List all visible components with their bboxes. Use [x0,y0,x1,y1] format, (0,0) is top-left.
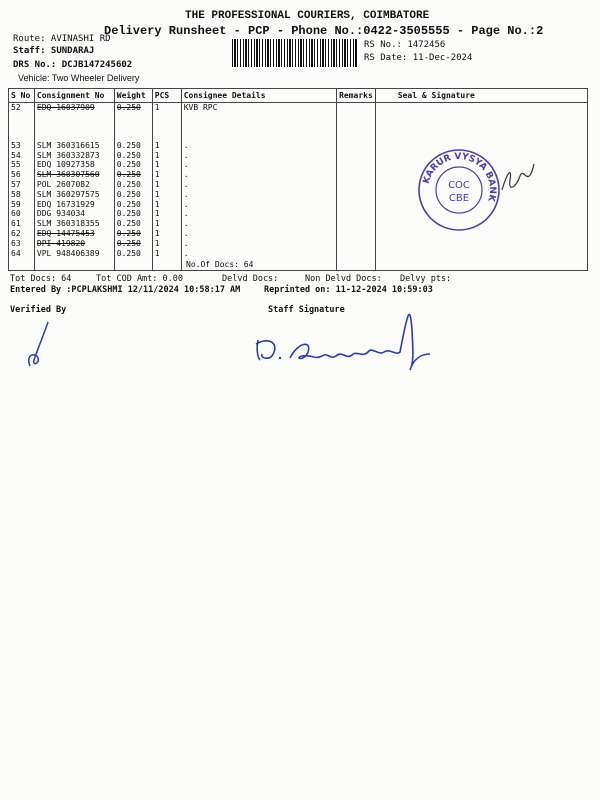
sno-cell: 58 [9,190,35,200]
consignee-cell: . [181,170,336,180]
weight-cell: 0.250 [114,160,152,170]
consignment-cell: DPI 419820 [34,239,114,249]
bank-seal-stamp [417,148,501,232]
consignee-cell: . [181,239,336,249]
pcs-cell: 1 [152,103,181,113]
consignee-cell: . [181,229,336,239]
sno-cell: 61 [9,219,35,229]
weight-cell: 0.250 [114,170,152,180]
consignment-cell: SLM 360318355 [34,219,114,229]
consignment-cell: VPL 948406389 [34,249,114,259]
table-row [9,249,588,259]
pcs-cell: 1 [152,170,181,180]
remarks-cell [337,249,376,259]
consignment-cell: EDQ 10927358 [34,160,114,170]
rs-number: RS No.: 1472456 [364,40,446,50]
weight-cell: 0.250 [114,249,152,259]
col-weight: Weight [114,89,152,103]
non-delvd-docs: Non Delvd Docs: [305,274,382,284]
remarks-cell [337,229,376,239]
weight-cell: 0.250 [114,180,152,190]
weight-cell: 0.250 [114,141,152,151]
col-consignee: Consignee Details [181,89,336,103]
weight-cell: 0.250 [114,239,152,249]
table-row [9,103,588,113]
stamp-line2: CBE [448,193,470,204]
pcs-cell: 1 [152,200,181,210]
route-label: Route: AVINASHI RD [13,34,111,44]
remarks-cell [337,180,376,190]
consignment-cell: SLM 360332873 [34,151,114,161]
consignment-cell: DDG 934034 [34,209,114,219]
sno-cell: 53 [9,141,35,151]
seal-signature-mark [498,160,538,200]
seal-cell [375,249,587,259]
staff-signature-label: Staff Signature [268,305,345,315]
pcs-cell: 1 [152,209,181,219]
pcs-cell: 1 [152,151,181,161]
company-title: THE PROFESSIONAL COURIERS, COIMBATORE [185,10,430,22]
delvd-docs: Delvd Docs: [222,274,279,284]
delvy-pts: Delvy pts: [400,274,452,284]
weight-cell: 0.250 [114,209,152,219]
consignee-cell: . [181,249,336,259]
table-header-row [9,89,588,103]
staff-signature [250,300,440,380]
sno-cell: 55 [9,160,35,170]
consignee-cell: . [181,180,336,190]
table-bottom-rule [8,270,588,271]
sno-cell: 59 [9,200,35,210]
col-sno: S No [9,89,35,103]
weight-cell: 0.250 [114,229,152,239]
weight-cell: 0.250 [114,103,152,113]
runsheet-subtitle: Delivery Runsheet - PCP - Phone No.:0422-3505555 - Page No.:2 [104,24,544,38]
seal-cell [375,239,587,249]
remarks-cell [337,200,376,210]
consignment-cell: SLM 360297575 [34,190,114,200]
consignee-cell: . [181,190,336,200]
weight-cell: 0.250 [114,151,152,161]
consignment-cell: POL 2607082 [34,180,114,190]
vehicle-label: Vehicle: Two Wheeler Delivery [18,73,140,83]
verified-by-label: Verified By [10,305,67,315]
consignment-cell: EDQ 14475453 [34,229,114,239]
pcs-cell: 1 [152,219,181,229]
reprinted-on: Reprinted on: 11-12-2024 10:59:03 [264,285,433,295]
drs-number: DRS No.: DCJB147245602 [13,60,133,70]
sno-cell: 56 [9,170,35,180]
remarks-cell [337,170,376,180]
sno-cell: 62 [9,229,35,239]
pcs-cell: 1 [152,141,181,151]
rs-date: RS Date: 11-Dec-2024 [364,53,473,63]
col-consignment: Consignment No [34,89,114,103]
weight-cell: 0.250 [114,190,152,200]
remarks-cell [337,209,376,219]
stamp-bank-text: KARUR VYSYA BANK [421,151,498,203]
sno-cell: 54 [9,151,35,161]
pcs-cell: 1 [152,239,181,249]
consignee-cell: KVB RPC [181,103,336,113]
consignee-cell: . [181,141,336,151]
remarks-cell [337,151,376,161]
sno-cell: 52 [9,103,35,113]
pcs-cell: 1 [152,190,181,200]
consignment-cell: SLM 360307560 [34,170,114,180]
staff-label: Staff: SUNDARAJ [13,46,95,56]
remarks-cell [337,219,376,229]
pcs-cell: 1 [152,249,181,259]
barcode [232,39,358,67]
sno-cell: 57 [9,180,35,190]
table-spacer-row [9,113,588,141]
table-spacer-row [9,258,588,270]
weight-cell: 0.250 [114,200,152,210]
no-of-docs: No.Of Docs: 64 [186,260,254,269]
consignee-cell: . [181,200,336,210]
sno-cell: 60 [9,209,35,219]
stamp-line1: COC [448,180,470,191]
sno-cell: 64 [9,249,35,259]
remarks-cell [337,141,376,151]
pcs-cell: 1 [152,180,181,190]
sno-cell: 63 [9,239,35,249]
weight-cell: 0.250 [114,219,152,229]
consignment-cell: SLM 360316615 [34,141,114,151]
pcs-cell: 1 [152,229,181,239]
table-row [9,239,588,249]
entered-by: Entered By :PCPLAKSHMI 12/11/2024 10:58:17 AM [10,285,241,295]
consignment-cell: EDQ 16037909 [34,103,114,113]
remarks-cell [337,190,376,200]
consignee-cell: . [181,151,336,161]
col-pcs: PCS [152,89,181,103]
pcs-cell: 1 [152,160,181,170]
consignee-cell: . [181,219,336,229]
tot-cod-amt: Tot COD Amt: 0.00 [96,274,183,284]
consignee-cell: . [181,209,336,219]
consignment-cell: EDQ 16731929 [34,200,114,210]
seal-cell [375,103,587,113]
remarks-cell [337,239,376,249]
remarks-cell [337,160,376,170]
col-remarks: Remarks [337,89,376,103]
remarks-cell [337,103,376,113]
consignee-cell: . [181,160,336,170]
tot-docs: Tot Docs: 64 [10,274,72,284]
col-seal: Seal & Signature [375,89,587,103]
verified-by-signature [22,318,52,370]
